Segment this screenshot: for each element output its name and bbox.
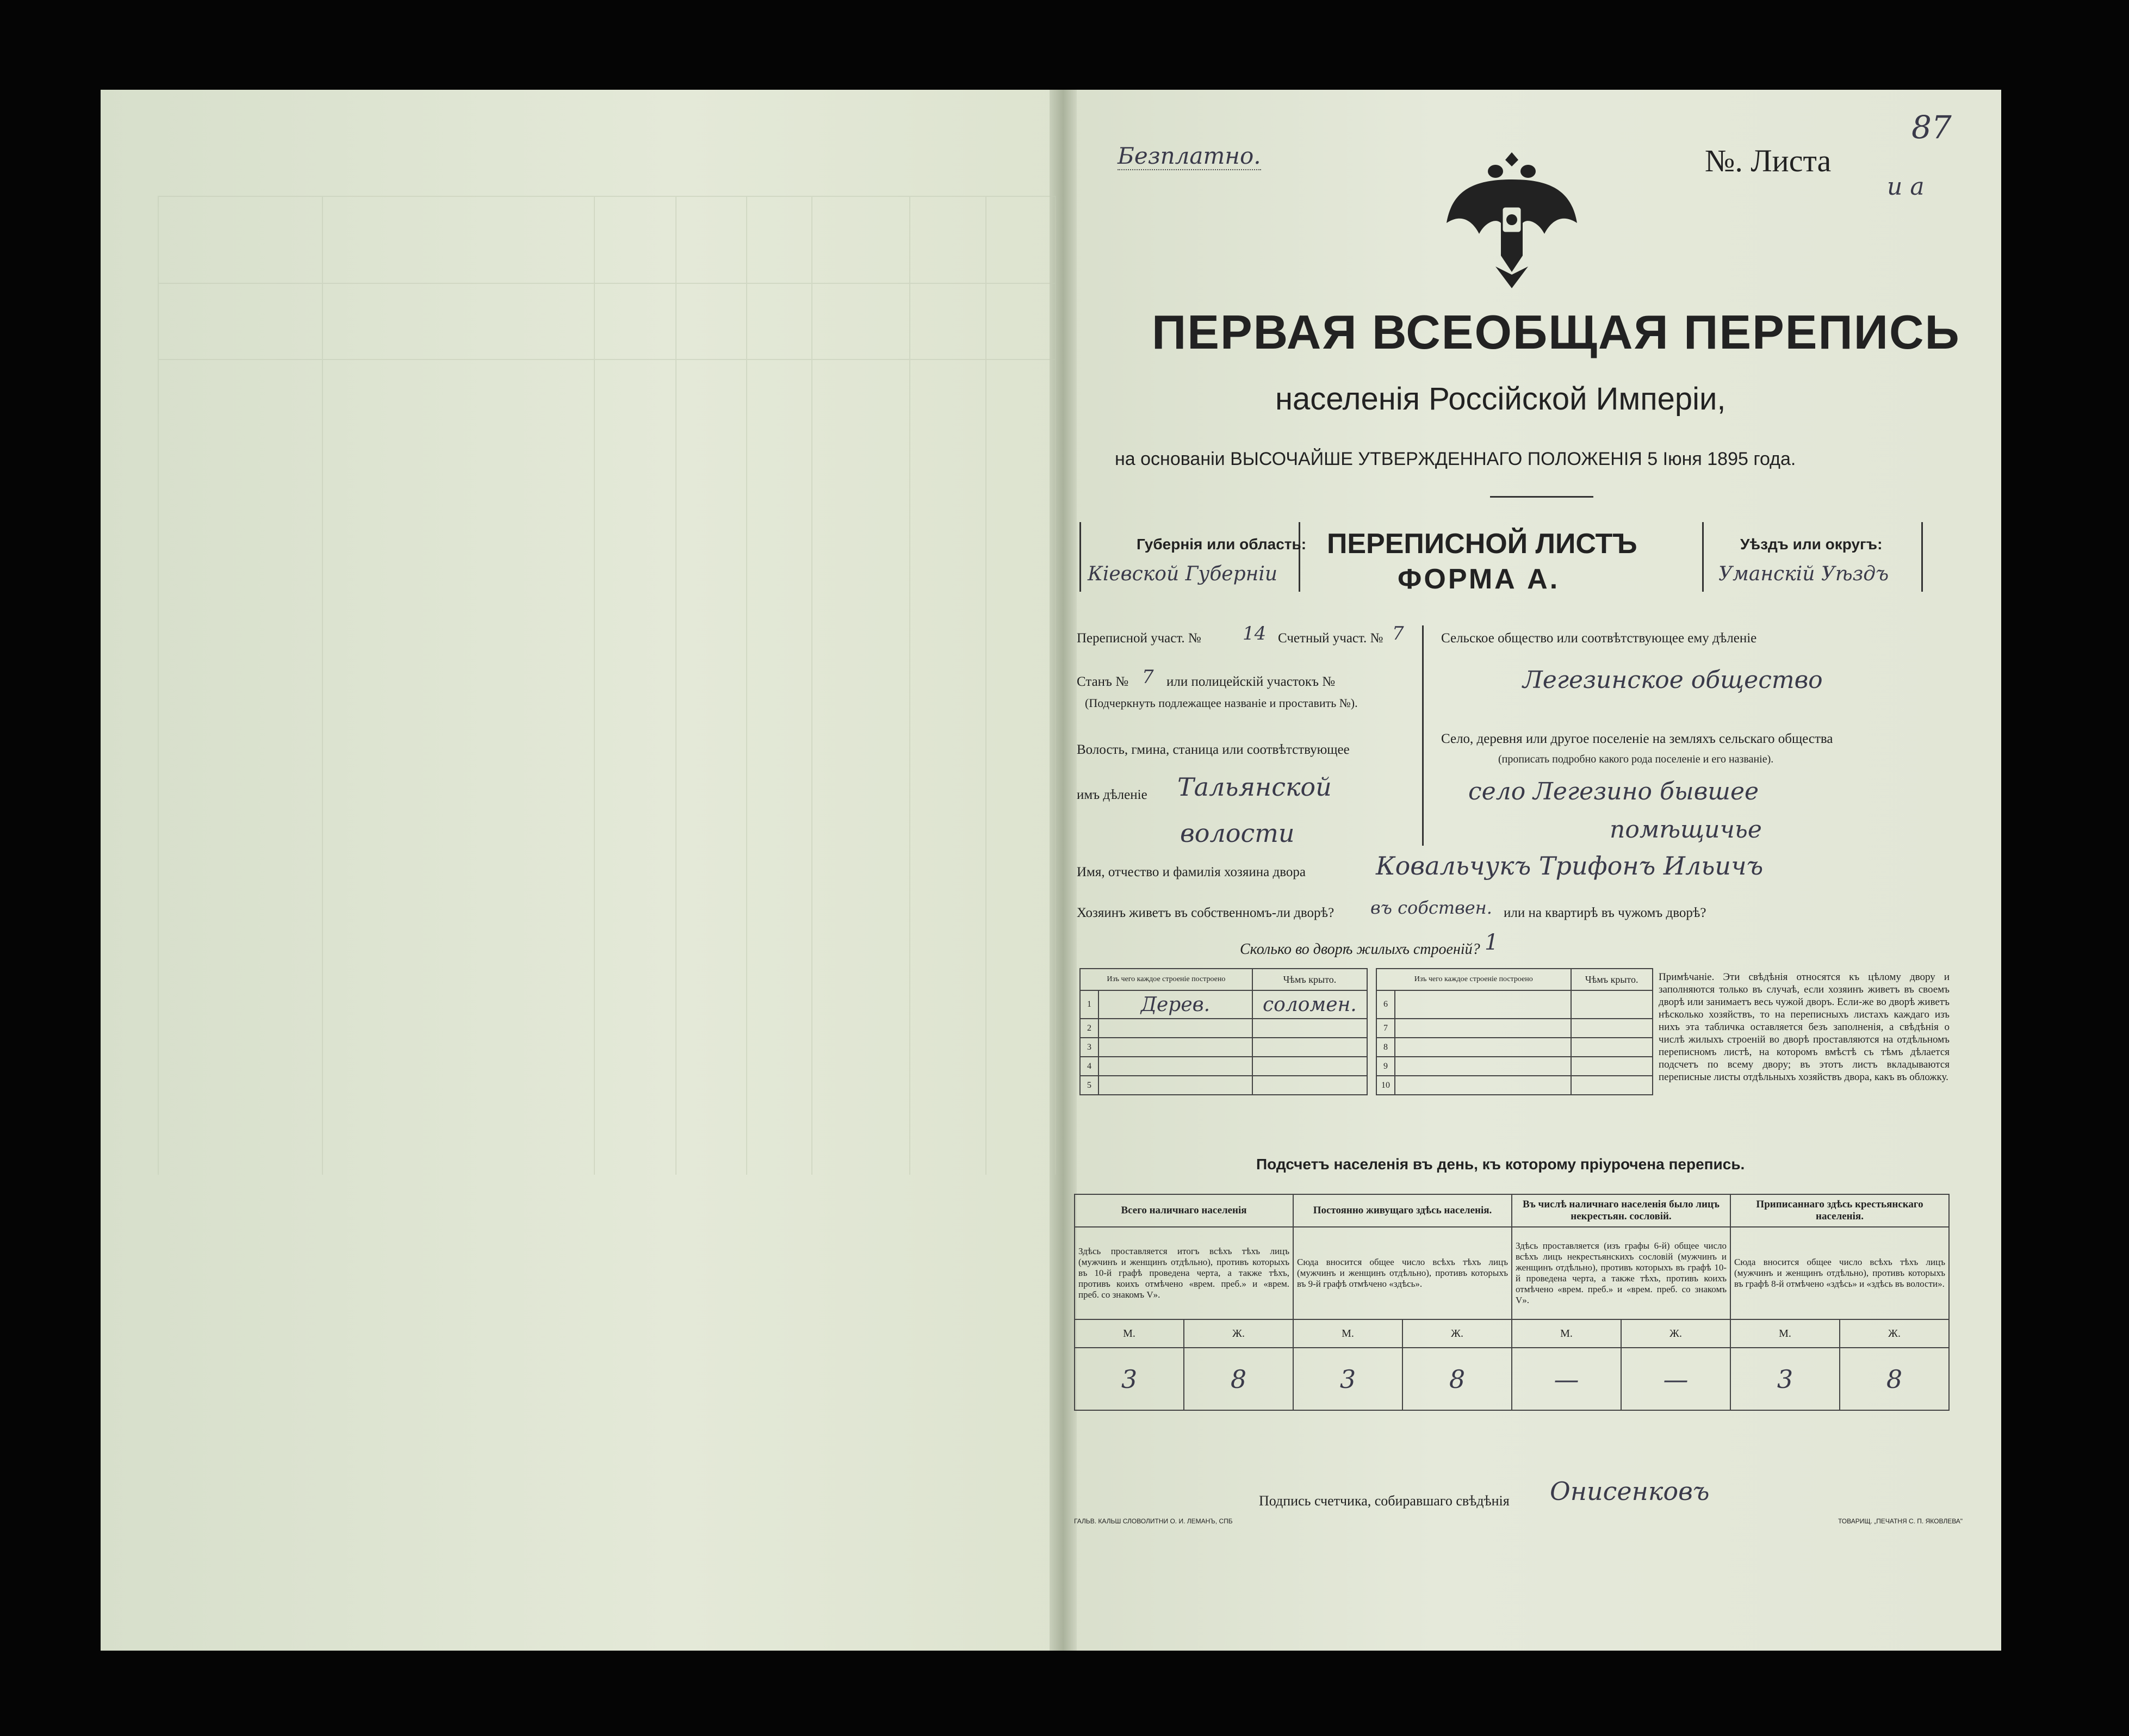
material-cell: Дерев. bbox=[1098, 990, 1252, 1019]
signature-label: Подпись счетчика, собиравшаго свѣдѣнія bbox=[1259, 1493, 1510, 1509]
count-desc: Здѣсь проставляется итогъ всѣхъ тѣхъ лицъ (мужчинъ и женщинъ отдѣльно), противъ которыхъ въ 10-й графѣ проведена черта, а также тѣхъ, противъ коихъ отмѣчено «врем. преб.» и «врем. преб. со знакомъ V». bbox=[1075, 1227, 1293, 1319]
selo-note: (прописать подробно какого рода поселеніе и его названіе). bbox=[1498, 753, 1774, 765]
volost-value-2: волости bbox=[1180, 819, 1295, 848]
count-head: Въ числѣ наличнаго населенія было лицъ некрестьян. сословій. bbox=[1512, 1194, 1730, 1227]
table-row: 7 bbox=[1376, 1019, 1653, 1038]
table-row: 9 bbox=[1376, 1057, 1653, 1076]
perepis-uchastok-label: Переписной участ. № bbox=[1077, 631, 1201, 646]
buildings-label: Сколько во дворѣ жилыхъ строеній? bbox=[1240, 941, 1480, 958]
selo-value-2: помѣщичье bbox=[1610, 816, 1762, 844]
sheet-number-value: 87 bbox=[1911, 109, 1952, 146]
count-value: — bbox=[1621, 1348, 1730, 1410]
m-header: М. bbox=[1730, 1319, 1840, 1348]
zh-header: Ж. bbox=[1184, 1319, 1293, 1348]
police-note: (Подчеркнуть подлежащее названіе и проставить №). bbox=[1085, 696, 1358, 710]
count-desc: Сюда вносится общее число всѣхъ тѣхъ лицъ (мужчинъ и женщинъ отдѣльно), противъ которыхъ въ графѣ 8-й отмѣчено «здѣсь» и «здѣсь въ волости». bbox=[1730, 1227, 1949, 1319]
count-value: 3 bbox=[1730, 1348, 1840, 1410]
count-head: Всего наличнаго населенія bbox=[1075, 1194, 1293, 1227]
count-value: 8 bbox=[1840, 1348, 1949, 1410]
table-row: 4 bbox=[1080, 1057, 1367, 1076]
volost-value: Тальянской bbox=[1177, 772, 1332, 802]
sheet-number-suffix: и а bbox=[1887, 173, 1925, 201]
table-row: 10 bbox=[1376, 1076, 1653, 1095]
census-subtitle: населенія Россійской Имперіи, bbox=[1275, 381, 1726, 417]
roof-cell: соломен. bbox=[1252, 990, 1367, 1019]
field-divider bbox=[1422, 625, 1424, 846]
stan-value: 7 bbox=[1142, 666, 1154, 688]
owner-name: Ковальчукъ Трифонъ Ильичъ bbox=[1376, 851, 1764, 881]
count-value: 8 bbox=[1402, 1348, 1512, 1410]
note-text: Примѣчаніе. Эти свѣдѣнія относятся къ цѣлому двору и заполняются только въ случаѣ, если хозяинъ живетъ въ своемъ дворѣ или занимаетъ весь чужой дворъ. Если-же во дворѣ живетъ нѣсколько хозяйствъ, то на переписныхъ листахъ каждаго изъ нихъ эта табличка оставляется безъ заполненія, а свѣдѣнія о числѣ жилыхъ строеній во дворѣ проставляются на отдѣльномъ переписномъ листѣ, на которомъ вмѣстѣ съ тѣмъ дѣлается подсчетъ по всему двору; въ этотъ листъ вкладываются переписные листы отдѣльныхъ хозяйствъ двора, какъ въ обложку. bbox=[1659, 971, 1950, 1083]
count-title: Подсчетъ населенія въ день, къ которому пріурочена перепись. bbox=[1256, 1156, 1745, 1173]
count-head: Приписаннаго здѣсь крестьянскаго населенія. bbox=[1730, 1194, 1949, 1227]
count-value: — bbox=[1512, 1348, 1621, 1410]
lives-label-2: или на квартирѣ въ чужомъ дворѣ? bbox=[1504, 906, 1706, 920]
gubernia-label: Губернія или область: bbox=[1137, 536, 1307, 553]
table-row: 1 Дерев. соломен. bbox=[1080, 990, 1367, 1019]
schetny-uchastok-label: Счетный участ. № bbox=[1278, 631, 1383, 646]
zh-header: Ж. bbox=[1621, 1319, 1730, 1348]
perepis-uchastok-value: 14 bbox=[1243, 623, 1267, 644]
form-title: ПЕРЕПИСНОЙ ЛИСТЪ bbox=[1327, 528, 1637, 560]
buildings-value: 1 bbox=[1485, 930, 1499, 955]
owner-label: Имя, отчество и фамилія хозяина двора bbox=[1077, 865, 1306, 879]
m-header: М. bbox=[1512, 1319, 1621, 1348]
m-header: М. bbox=[1075, 1319, 1184, 1348]
table-row: 5 bbox=[1080, 1076, 1367, 1095]
signature-value: Онисенковъ bbox=[1550, 1477, 1710, 1506]
imperial-eagle-icon bbox=[1441, 141, 1582, 294]
free-label: Безплатно. bbox=[1118, 142, 1261, 169]
volost-label: Волость, гмина, станица или соотвѣтствующее bbox=[1077, 742, 1350, 757]
count-value: 3 bbox=[1075, 1348, 1184, 1410]
stan-label: Станъ № bbox=[1077, 674, 1129, 689]
zh-header: Ж. bbox=[1840, 1319, 1949, 1348]
buildings-table-right: Изъ чего каждое строеніе построено Чѣмъ крыто. 6 7 8 9 10 bbox=[1376, 968, 1653, 1095]
m-header: М. bbox=[1293, 1319, 1402, 1348]
population-count-table bbox=[1074, 1194, 1950, 1411]
form-letter: ФОРМА А. bbox=[1398, 563, 1560, 595]
zh-header: Ж. bbox=[1402, 1319, 1512, 1348]
table-row: 6 bbox=[1376, 990, 1653, 1019]
sheet-number-label: №. Листа bbox=[1705, 143, 1832, 178]
count-values-row bbox=[1075, 1348, 1949, 1410]
buildings-table-left bbox=[1079, 968, 1368, 1095]
count-head: Постоянно живущаго здѣсь населенія. bbox=[1293, 1194, 1512, 1227]
uezd-label: Уѣздъ или округъ: bbox=[1740, 536, 1883, 553]
selskoe-value: Легезинское общество bbox=[1523, 666, 1823, 694]
selskoe-label: Сельское общество или соотвѣтствующее ему дѣленіе bbox=[1441, 631, 1757, 646]
lives-label: Хозяинъ живетъ въ собственномъ-ли дворѣ? bbox=[1077, 906, 1334, 920]
count-value: 3 bbox=[1293, 1348, 1402, 1410]
count-value: 8 bbox=[1184, 1348, 1293, 1410]
schetny-uchastok-value: 7 bbox=[1392, 623, 1404, 644]
volost-label-2: имъ дѣленіе bbox=[1077, 788, 1147, 802]
bleed-through-grid bbox=[158, 196, 1056, 1175]
selo-label: Село, деревня или другое поселеніе на земляхъ сельскаго общества bbox=[1441, 731, 1833, 746]
printer-right: ТОВАРИЩ. „ПЕЧАТНЯ С. П. ЯКОВЛЕВА" bbox=[1838, 1517, 1963, 1525]
uezd-value: Уманскій Уѣздъ bbox=[1718, 563, 1889, 585]
police-label: или полицейскій участокъ № bbox=[1166, 674, 1336, 689]
lives-value: въ собствен. bbox=[1370, 897, 1492, 918]
gubernia-value: Кіевской Губерніи bbox=[1088, 563, 1278, 585]
count-desc: Сюда вносится общее число всѣхъ тѣхъ лицъ (мужчинъ и женщинъ отдѣльно), противъ которыхъ въ 9-й графѣ отмѣчено «здѣсь». bbox=[1293, 1227, 1512, 1319]
table-row: 3 bbox=[1080, 1038, 1367, 1057]
count-desc: Здѣсь проставляется (изъ графы 6-й) общее число всѣхъ лицъ некрестьянскихъ сословій (мужчинъ и женщинъ отдѣльно), противъ которыхъ въ графѣ 10-й проведена черта, а также тѣхъ, противъ коихъ отмѣчено «врем. преб.» и «врем. преб. со знакомъ V». bbox=[1512, 1227, 1730, 1319]
col-material: Изъ чего каждое строеніе построено bbox=[1080, 969, 1252, 990]
selo-value: село Легезино бывшее bbox=[1468, 778, 1759, 805]
col-roof: Чѣмъ крыто. bbox=[1252, 969, 1367, 990]
table-row: 8 bbox=[1376, 1038, 1653, 1057]
printer-left: ГАЛЬВ. КАЛЬШ СЛОВОЛИТНИ О. И. ЛЕМАНЪ, СПБ bbox=[1074, 1517, 1233, 1525]
table-row: 2 bbox=[1080, 1019, 1367, 1038]
census-basis: на основаніи ВЫСОЧАЙШЕ УТВЕРЖДЕННАГО ПОЛОЖЕНІЯ 5 Іюня 1895 года. bbox=[1115, 449, 1796, 469]
census-title: ПЕРВАЯ ВСЕОБЩАЯ ПЕРЕПИСЬ bbox=[1152, 305, 1960, 359]
divider bbox=[1490, 496, 1593, 498]
